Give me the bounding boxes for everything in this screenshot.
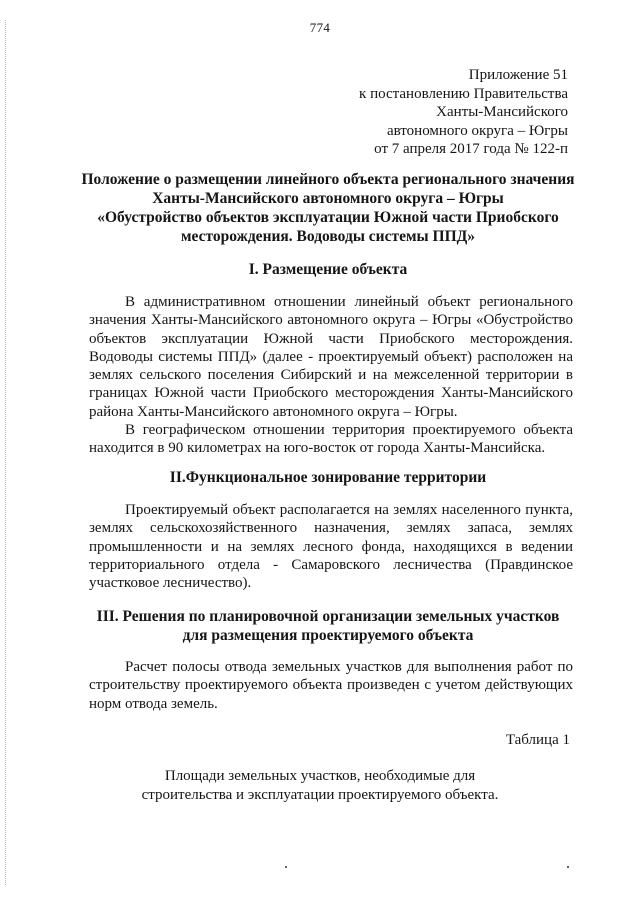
title-line: Ханты-Мансийского автономного округа – Югры xyxy=(152,190,504,207)
document-title xyxy=(78,170,578,246)
caption-line: строительства и эксплуатации проектируемого объекта. xyxy=(141,787,499,803)
section-3-paragraph-1 xyxy=(89,658,573,713)
scan-margin-edge xyxy=(5,20,8,885)
paragraph-text: Расчет полосы отвода земельных участков для выполнения работ по строительству проектируемого объекта произведен с учетом действующих норм отвода земель. xyxy=(89,659,573,712)
page-number: 774 xyxy=(309,20,331,35)
caption-line: Площади земельных участков, необходимые для xyxy=(164,768,476,784)
appendix-line: к постановлению Правительства xyxy=(359,85,568,102)
paragraph-text: Проектируемый объект располагается на землях населенного пункта, землях сельскохозяйственного назначения, землях запаса, землях промышленности и на землях лесного фонда, находящихся в ведении территориального отдела - Самаровского лесничества (Правдинское участковое лесничество). xyxy=(89,502,573,592)
section-1-paragraph-1 xyxy=(89,293,573,421)
section-2-heading: II.Функциональное зонирование территории xyxy=(169,469,487,486)
appendix-line: Ханты-Мансийского xyxy=(436,104,568,120)
table-caption xyxy=(120,767,520,805)
section-1-heading: I. Размещение объекта xyxy=(248,261,408,278)
appendix-line: от 7 апреля 2017 года № 122-п xyxy=(374,141,568,157)
scan-speck xyxy=(567,866,569,868)
appendix-block xyxy=(359,66,568,159)
section-1-paragraph-2 xyxy=(89,421,573,458)
section-3-heading xyxy=(78,607,578,645)
section-2-paragraph-1 xyxy=(89,501,573,592)
title-line: «Обустройство объектов эксплуатации Южной части Приобского xyxy=(97,209,559,226)
title-line: месторождения. Водоводы системы ППД» xyxy=(180,228,476,245)
table-label: Таблица 1 xyxy=(505,732,570,748)
appendix-line: автономного округа – Югры xyxy=(386,122,568,139)
scan-speck xyxy=(285,866,287,868)
heading-line: для размещения проектируемого объекта xyxy=(182,627,474,644)
title-line: Положение о размещении линейного объекта регионального значения xyxy=(81,171,575,188)
paragraph-text: В географическом отношении территория проектируемого объекта находится в 90 километрах на юго-восток от города Ханты-Мансийска. xyxy=(89,422,573,457)
appendix-line: Приложение 51 xyxy=(468,67,568,83)
paragraph-text: В административном отношении линейный объект регионального значения Ханты-Мансийского автономного округа – Югры «Обустройство объектов эксплуатации Южной части Приобского месторождения. Водоводы системы ППД» (далее - проектируемый объект) расположен на землях сельского поселения Сибирский и на межселенной территории в границах Южной части Приобского месторождения Ханты-Мансийского района Ханты-Мансийского автономного округа – Югры. xyxy=(89,294,573,420)
heading-line: III. Решения по планировочной организации земельных участков xyxy=(96,608,560,625)
